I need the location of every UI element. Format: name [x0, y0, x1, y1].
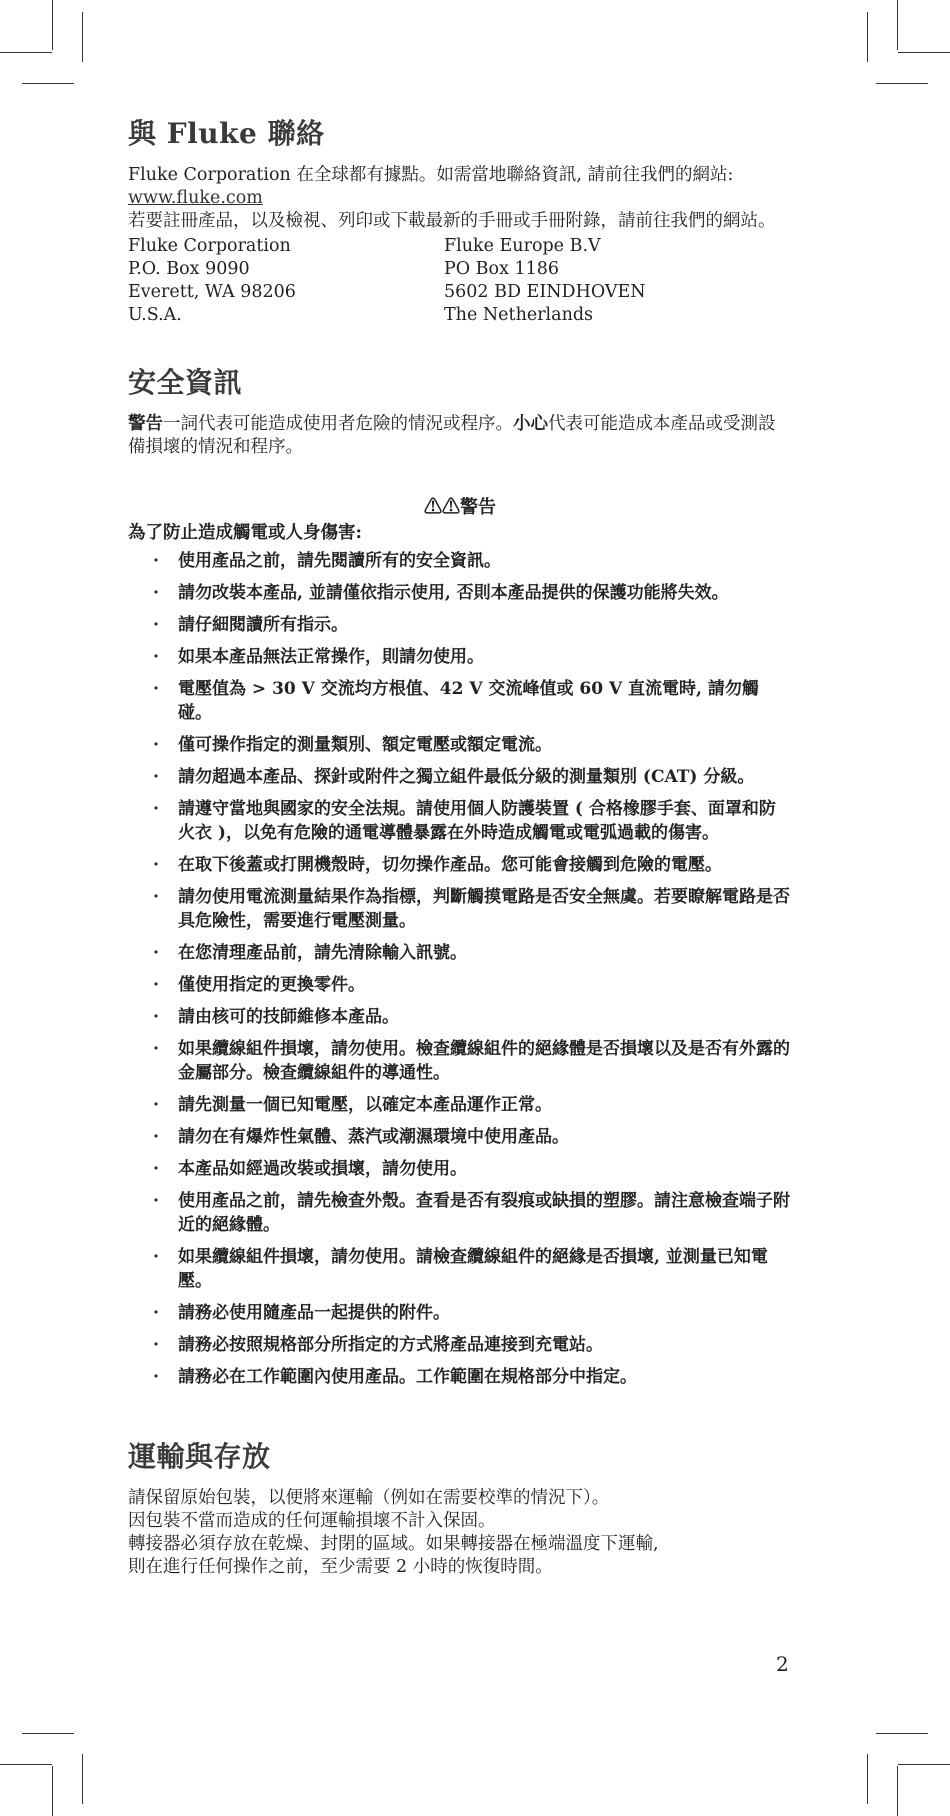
transport-line: 因包裝不當而造成的任何運輸損壞不計入保固。	[128, 1511, 496, 1531]
safety-definitions	[128, 413, 792, 459]
warning-intro: 為了防止造成觸電或人身傷害:	[128, 523, 362, 543]
crop-mark	[52, 1766, 53, 1816]
list-item	[128, 1301, 792, 1325]
list-item	[128, 1037, 792, 1085]
list-item-text: 請仔細閱讀所有指示。	[178, 615, 348, 635]
safety-section	[128, 361, 792, 1389]
crop-mark	[82, 1754, 83, 1804]
safety-heading: 安全資訊	[128, 366, 243, 399]
bullet: ·	[153, 975, 159, 995]
bullet: ·	[153, 1095, 159, 1115]
list-item	[128, 1365, 792, 1389]
crop-mark	[898, 1764, 950, 1765]
bullet: ·	[153, 1127, 159, 1147]
bullet: ·	[153, 647, 159, 667]
list-item	[128, 677, 792, 725]
warning-header	[128, 493, 792, 519]
transport-line: 轉接器必須存放在乾燥、封閉的區域。如果轉接器在極端溫度下運輸,	[128, 1534, 659, 1554]
contact-intro: Fluke Corporation 在全球都有據點。如需當地聯絡資訊, 請前往我們的網站:	[128, 165, 734, 185]
transport-heading: 運輸與存放	[128, 1440, 271, 1473]
bullet: ·	[153, 1303, 159, 1323]
list-item	[128, 1005, 792, 1029]
list-item	[128, 1125, 792, 1149]
address-line: The Netherlands	[444, 305, 594, 325]
warning-triangle-icon: ⚠⚠	[424, 497, 460, 518]
list-item-text: 請務必按照規格部分所指定的方式將產品連接到充電站。	[178, 1335, 603, 1355]
address-line: PO Box 1186	[444, 259, 560, 279]
bullet: ·	[153, 943, 159, 963]
warning-label: 警告	[460, 497, 496, 518]
bullet: ·	[153, 1247, 159, 1267]
list-item-text: 如果本產品無法正常操作，則請勿使用。	[178, 647, 484, 667]
list-item	[128, 885, 792, 933]
register-text: 若要註冊產品，以及檢視、列印或下載最新的手冊或手冊附錄，請前往我們的網站。	[128, 211, 776, 231]
list-item	[128, 1189, 792, 1237]
crop-mark	[22, 1733, 74, 1734]
crop-mark	[0, 1764, 52, 1765]
list-item-text: 請勿使用電流測量結果作為指標，判斷觸摸電路是否安全無虞。若要瞭解電路是否具危險性，需要進行電壓測量。	[178, 887, 790, 931]
list-item	[128, 1245, 792, 1293]
list-item-text: 請勿在有爆炸性氣體、蒸汽或潮濕環境中使用產品。	[178, 1127, 569, 1147]
list-item-text: 在取下後蓋或打開機殼時，切勿操作產品。您可能會接觸到危險的電壓。	[178, 855, 722, 875]
address-line: 5602 BD EINDHOVEN	[444, 282, 646, 302]
document-page	[128, 112, 792, 1579]
list-item	[128, 1093, 792, 1117]
crop-mark	[898, 52, 950, 53]
contact-section	[128, 112, 792, 327]
list-item-text: 如果纜線組件損壞，請勿使用。檢查纜線組件的絕緣體是否損壞以及是否有外露的金屬部分。檢查纜線組件的導通性。	[178, 1039, 790, 1083]
bullet: ·	[153, 1335, 159, 1355]
caution-term: 小心	[513, 414, 548, 434]
transport-line: 請保留原始包裝，以便將來運輸（例如在需要校準的情況下）。	[128, 1488, 610, 1508]
transport-line: 則在進行任何操作之前，至少需要 2 小時的恢復時間。	[128, 1557, 553, 1577]
bullet: ·	[153, 1039, 159, 1059]
bullet: ·	[153, 1159, 159, 1179]
bullet: ·	[153, 551, 159, 571]
address-line: Everett, WA 98206	[128, 282, 296, 302]
crop-mark	[867, 12, 868, 62]
address-line: P.O. Box 9090	[128, 259, 250, 279]
list-item-text: 請勿改裝本產品, 並請僅依指示使用, 否則本產品提供的保護功能將失效。	[178, 583, 729, 603]
crop-mark	[876, 83, 928, 84]
address-line: Fluke Europe B.V	[444, 236, 601, 256]
fluke-website-link[interactable]: www.fluke.com	[128, 188, 263, 208]
bullet: ·	[153, 767, 159, 787]
list-item-text: 使用產品之前，請先閱讀所有的安全資訊。	[178, 551, 501, 571]
crop-mark	[52, 0, 53, 50]
list-item	[128, 765, 792, 789]
crop-mark	[82, 12, 83, 62]
warning-definition: 一詞代表可能造成使用者危險的情況或程序。	[163, 414, 513, 434]
list-item	[128, 613, 792, 637]
crop-mark	[897, 0, 898, 50]
address-line: Fluke Corporation	[128, 236, 291, 256]
list-item	[128, 549, 792, 573]
list-item	[128, 581, 792, 605]
crop-mark	[22, 83, 74, 84]
list-item	[128, 941, 792, 965]
bullet: ·	[153, 799, 159, 819]
list-item-text: 請先測量一個已知電壓，以確定本產品運作正常。	[178, 1095, 552, 1115]
crop-mark	[897, 1766, 898, 1816]
caution-definition: 代表可能造成本產品或受測設備損壞的情況和程序。	[128, 414, 776, 457]
list-item-text: 如果纜線組件損壞，請勿使用。請檢查纜線組件的絕緣是否損壞, 並測量已知電壓。	[178, 1247, 768, 1291]
bullet: ·	[153, 887, 159, 907]
warning-list	[128, 549, 792, 1389]
page-number: 2	[776, 1652, 789, 1676]
list-item-text: 電壓值為 > 30 V 交流均方根值、42 V 交流峰值或 60 V 直流電時, 請勿觸碰。	[178, 679, 759, 723]
bullet: ·	[153, 1191, 159, 1211]
list-item-text: 在您清理產品前，請先清除輸入訊號。	[178, 943, 467, 963]
list-item	[128, 645, 792, 669]
list-item-text: 請務必在工作範圍內使用產品。工作範圍在規格部分中指定。	[178, 1367, 637, 1387]
list-item-text: 請勿超過本產品、探針或附件之獨立組件最低分級的測量類別 (CAT) 分級。	[178, 767, 755, 787]
list-item-text: 僅使用指定的更換零件。	[178, 975, 365, 995]
crop-mark	[0, 52, 52, 53]
address-block	[128, 235, 792, 327]
list-item-text: 請由核可的技師維修本產品。	[178, 1007, 399, 1027]
list-item	[128, 1157, 792, 1181]
list-item	[128, 797, 792, 845]
list-item-text: 本產品如經過改裝或損壞，請勿使用。	[178, 1159, 467, 1179]
bullet: ·	[153, 735, 159, 755]
eu-address	[444, 235, 760, 327]
contact-heading: 與 Fluke 聯絡	[128, 117, 325, 150]
bullet: ·	[153, 615, 159, 635]
crop-mark	[876, 1733, 928, 1734]
address-line: U.S.A.	[128, 305, 182, 325]
transport-section	[128, 1435, 792, 1579]
list-item-text: 僅可操作指定的測量類別、額定電壓或額定電流。	[178, 735, 552, 755]
list-item	[128, 1333, 792, 1357]
bullet: ·	[153, 679, 159, 699]
list-item	[128, 853, 792, 877]
bullet: ·	[153, 1007, 159, 1027]
bullet: ·	[153, 855, 159, 875]
warning-term: 警告	[128, 414, 163, 434]
list-item-text: 使用產品之前，請先檢查外殼。查看是否有裂痕或缺損的塑膠。請注意檢查端子附近的絕緣體。	[178, 1191, 790, 1235]
crop-mark	[867, 1754, 868, 1804]
bullet: ·	[153, 583, 159, 603]
list-item-text: 請遵守當地與國家的安全法規。請使用個人防護裝置 ( 合格橡膠手套、面罩和防火衣 )，以免有危險的通電導體暴露在外時造成觸電或電弧過載的傷害。	[178, 799, 776, 843]
us-address	[128, 235, 444, 327]
bullet: ·	[153, 1367, 159, 1387]
list-item	[128, 733, 792, 757]
list-item-text: 請務必使用隨產品一起提供的附件。	[178, 1303, 450, 1323]
list-item	[128, 973, 792, 997]
